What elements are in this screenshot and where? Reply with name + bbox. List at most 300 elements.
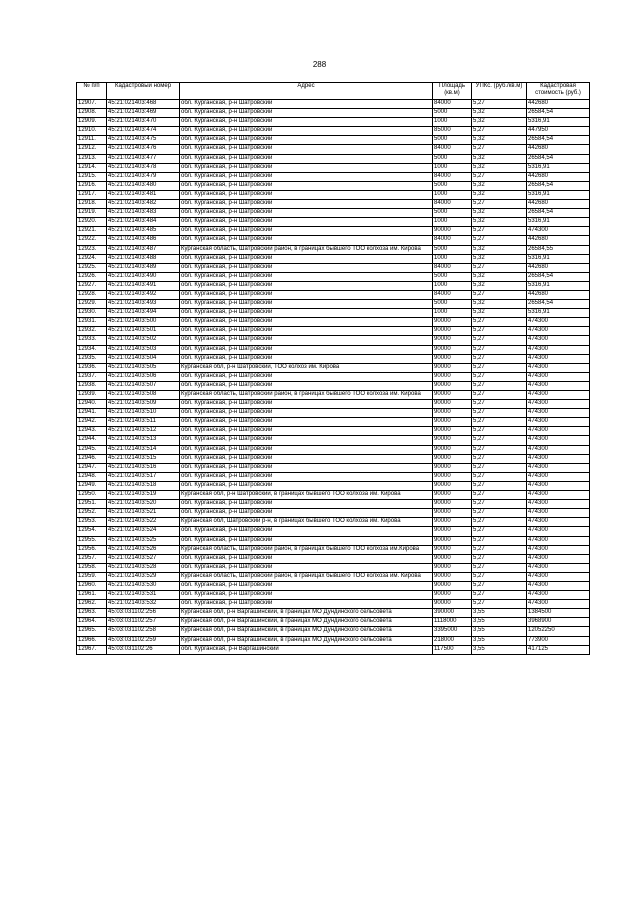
- table-row: [77, 236, 590, 245]
- address-cell: Курганская область, Шатровский район, в границах бывшего ТОО колхоза им. Кирова: [180, 245, 433, 254]
- row-number-cell: 12948.: [77, 472, 107, 481]
- address-cell: обл. Курганская, р-н Шатровский: [180, 500, 433, 509]
- area-cell: 90000: [433, 227, 472, 236]
- address-cell: обл. Курганская, р-н Шатровский: [180, 209, 433, 218]
- row-number-cell: 12941.: [77, 409, 107, 418]
- row-number-cell: 12937.: [77, 372, 107, 381]
- cadastral-number-cell: 45:21:021403:470: [107, 118, 180, 127]
- upks-cell: 5,27: [472, 200, 527, 209]
- cadastral-number-cell: 45:21:021403:481: [107, 190, 180, 199]
- address-cell: обл. Курганская, р-н Шатровский: [180, 145, 433, 154]
- table-row: [77, 345, 590, 354]
- cadastral-value-cell: 474300: [527, 509, 590, 518]
- row-number-cell: 12921.: [77, 227, 107, 236]
- address-cell: Курганская область, Шатровский район, в границах бывшего ТОО колхоза им. Кирова: [180, 572, 433, 581]
- cadastral-number-cell: 45:21:021403:511: [107, 418, 180, 427]
- cadastral-value-cell: 474300: [527, 463, 590, 472]
- area-cell: 90000: [433, 600, 472, 609]
- upks-cell: 5,27: [472, 400, 527, 409]
- address-cell: обл. Курганская, р-н Шатровский: [180, 236, 433, 245]
- cadastral-number-cell: 45:21:021403:485: [107, 227, 180, 236]
- area-cell: 90000: [433, 418, 472, 427]
- table-row: [77, 200, 590, 209]
- upks-cell: 5,27: [472, 172, 527, 181]
- table-row: [77, 636, 590, 645]
- address-cell: обл. Курганская, р-н Шатровский: [180, 318, 433, 327]
- cadastral-value-cell: 442680: [527, 236, 590, 245]
- area-cell: 90000: [433, 354, 472, 363]
- table-row: [77, 109, 590, 118]
- address-cell: обл. Курганская, р-н Шатровский: [180, 354, 433, 363]
- area-cell: 1118000: [433, 618, 472, 627]
- area-cell: 90000: [433, 500, 472, 509]
- table-row: [77, 145, 590, 154]
- table-row: [77, 618, 590, 627]
- cadastral-value-cell: 5316,91: [527, 309, 590, 318]
- cadastral-value-cell: 474300: [527, 318, 590, 327]
- table-row: [77, 472, 590, 481]
- area-cell: 90000: [433, 318, 472, 327]
- table-row: [77, 609, 590, 618]
- table-header-row: [77, 83, 590, 100]
- address-cell: обл. Курганская, р-н Шатровский: [180, 472, 433, 481]
- table-row: [77, 627, 590, 636]
- cadastral-number-cell: 45:03:031102:26: [107, 645, 180, 654]
- row-number-cell: 12960.: [77, 581, 107, 590]
- upks-cell: 5,27: [472, 427, 527, 436]
- upks-cell: 5,32: [472, 309, 527, 318]
- cadastral-value-cell: 474300: [527, 345, 590, 354]
- address-cell: обл. Курганская, р-н Шатровский: [180, 372, 433, 381]
- upks-cell: 5,32: [472, 136, 527, 145]
- row-number-cell: 12962.: [77, 600, 107, 609]
- upks-cell: 5,27: [472, 436, 527, 445]
- upks-cell: 5,32: [472, 181, 527, 190]
- row-number-cell: 12933.: [77, 336, 107, 345]
- row-number-cell: 12927.: [77, 281, 107, 290]
- upks-cell: 5,27: [472, 318, 527, 327]
- cadastral-value-cell: 5316,91: [527, 254, 590, 263]
- row-number-cell: 12943.: [77, 427, 107, 436]
- cadastral-value-cell: 3968900: [527, 618, 590, 627]
- upks-cell: 5,27: [472, 145, 527, 154]
- cadastral-number-cell: 45:21:021403:526: [107, 545, 180, 554]
- address-cell: обл. Курганская, р-н Шатровский: [180, 181, 433, 190]
- cadastral-value-cell: 773900: [527, 636, 590, 645]
- cadastral-value-cell: 474300: [527, 227, 590, 236]
- cadastral-number-cell: 45:21:021403:515: [107, 454, 180, 463]
- cadastral-number-cell: 45:21:021403:525: [107, 536, 180, 545]
- cadastral-value-cell: 26584,54: [527, 300, 590, 309]
- area-cell: 1000: [433, 190, 472, 199]
- table-row: [77, 381, 590, 390]
- area-cell: 5000: [433, 136, 472, 145]
- upks-cell: 5,27: [472, 554, 527, 563]
- row-number-cell: 12956.: [77, 545, 107, 554]
- address-cell: обл. Курганская, р-н Шатровский: [180, 509, 433, 518]
- table-row: [77, 127, 590, 136]
- area-cell: 90000: [433, 509, 472, 518]
- cadastral-number-cell: 45:21:021403:516: [107, 463, 180, 472]
- address-cell: обл. Курганская, р-н Шатровский: [180, 109, 433, 118]
- table-row: [77, 218, 590, 227]
- cadastral-number-cell: 45:21:021403:477: [107, 154, 180, 163]
- cadastral-value-cell: 474300: [527, 354, 590, 363]
- row-number-cell: 12925.: [77, 263, 107, 272]
- address-cell: обл. Курганская, р-н Шатровский: [180, 554, 433, 563]
- address-cell: обл. Курганская, р-н Варгашинский: [180, 645, 433, 654]
- cadastral-value-cell: 474300: [527, 409, 590, 418]
- area-cell: 90000: [433, 336, 472, 345]
- table-row: [77, 354, 590, 363]
- address-cell: обл. Курганская, р-н Шатровский: [180, 536, 433, 545]
- cadastral-value-cell: 474300: [527, 600, 590, 609]
- cadastral-value-cell: 5316,91: [527, 118, 590, 127]
- area-cell: 5000: [433, 154, 472, 163]
- row-number-cell: 12926.: [77, 272, 107, 281]
- address-cell: обл. Курганская, р-н Шатровский: [180, 481, 433, 490]
- cadastral-value-cell: 5316,91: [527, 281, 590, 290]
- upks-cell: 5,32: [472, 245, 527, 254]
- area-cell: 90000: [433, 391, 472, 400]
- address-cell: обл. Курганская, р-н Шатровский: [180, 345, 433, 354]
- area-cell: 1000: [433, 218, 472, 227]
- upks-cell: 5,27: [472, 391, 527, 400]
- table-row: [77, 409, 590, 418]
- cadastral-number-cell: 45:21:021403:504: [107, 354, 180, 363]
- table-row: [77, 391, 590, 400]
- upks-cell: 5,32: [472, 272, 527, 281]
- cadastral-value-cell: 474300: [527, 391, 590, 400]
- row-number-cell: 12913.: [77, 154, 107, 163]
- cadastral-value-cell: 442680: [527, 200, 590, 209]
- row-number-cell: 12940.: [77, 400, 107, 409]
- table-row: [77, 418, 590, 427]
- upks-cell: 5,27: [472, 472, 527, 481]
- upks-cell: 5,27: [472, 572, 527, 581]
- address-cell: обл. Курганская, р-н Шатровский: [180, 400, 433, 409]
- address-cell: обл. Курганская, р-н Шатровский: [180, 463, 433, 472]
- address-cell: обл. Курганская, р-н Шатровский: [180, 172, 433, 181]
- table-row: [77, 118, 590, 127]
- cadastral-value-cell: 474300: [527, 554, 590, 563]
- upks-cell: 5,32: [472, 281, 527, 290]
- table-row: [77, 491, 590, 500]
- table-row: [77, 100, 590, 109]
- table-row: [77, 509, 590, 518]
- row-number-cell: 12946.: [77, 454, 107, 463]
- area-cell: 90000: [433, 591, 472, 600]
- table-row: [77, 554, 590, 563]
- cadastral-number-cell: 45:21:021403:502: [107, 336, 180, 345]
- row-number-cell: 12920.: [77, 218, 107, 227]
- table-row: [77, 227, 590, 236]
- cadastral-value-cell: 447950: [527, 127, 590, 136]
- upks-cell: 5,27: [472, 409, 527, 418]
- upks-cell: 5,32: [472, 163, 527, 172]
- area-cell: 90000: [433, 345, 472, 354]
- cadastral-value-cell: 474300: [527, 572, 590, 581]
- table-row: [77, 545, 590, 554]
- table-row: [77, 572, 590, 581]
- cadastral-number-cell: 45:21:021403:501: [107, 327, 180, 336]
- address-cell: обл. Курганская, р-н Шатровский: [180, 427, 433, 436]
- upks-cell: 5,27: [472, 454, 527, 463]
- address-cell: обл. Курганская, р-н Шатровский: [180, 445, 433, 454]
- cadastral-value-cell: 26584,54: [527, 209, 590, 218]
- area-cell: 90000: [433, 581, 472, 590]
- cadastral-number-cell: 45:21:021403:503: [107, 345, 180, 354]
- address-cell: Курганская обл, р-н Варгашинский, в границах МО Дундинского сельсовета: [180, 609, 433, 618]
- upks-cell: 5,27: [472, 591, 527, 600]
- area-cell: 90000: [433, 445, 472, 454]
- address-cell: обл. Курганская, р-н Шатровский: [180, 563, 433, 572]
- area-cell: 90000: [433, 327, 472, 336]
- table-row: [77, 263, 590, 272]
- upks-cell: 3,55: [472, 609, 527, 618]
- row-number-cell: 12959.: [77, 572, 107, 581]
- table-row: [77, 309, 590, 318]
- row-number-cell: 12949.: [77, 481, 107, 490]
- row-number-cell: 12918.: [77, 200, 107, 209]
- table-row: [77, 400, 590, 409]
- address-cell: обл. Курганская, р-н Шатровский: [180, 381, 433, 390]
- table-row: [77, 481, 590, 490]
- address-cell: обл. Курганская, р-н Шатровский: [180, 300, 433, 309]
- cadastral-value-cell: 5316,91: [527, 218, 590, 227]
- upks-cell: 5,27: [472, 491, 527, 500]
- row-number-cell: 12938.: [77, 381, 107, 390]
- row-number-cell: 12957.: [77, 554, 107, 563]
- row-number-cell: 12907.: [77, 100, 107, 109]
- row-number-cell: 12910.: [77, 127, 107, 136]
- cadastral-value-cell: 474300: [527, 418, 590, 427]
- table-row: [77, 254, 590, 263]
- area-cell: 90000: [433, 563, 472, 572]
- upks-cell: 5,32: [472, 109, 527, 118]
- address-cell: обл. Курганская, р-н Шатровский: [180, 254, 433, 263]
- cadastral-number-cell: 45:21:021403:476: [107, 145, 180, 154]
- cadastral-value-cell: 474300: [527, 336, 590, 345]
- header-cadastral-value: Кадастровая стоимость (руб.): [527, 83, 590, 100]
- row-number-cell: 12922.: [77, 236, 107, 245]
- row-number-cell: 12955.: [77, 536, 107, 545]
- upks-cell: 5,27: [472, 518, 527, 527]
- upks-cell: 5,27: [472, 100, 527, 109]
- area-cell: 90000: [433, 472, 472, 481]
- upks-cell: 5,32: [472, 300, 527, 309]
- row-number-cell: 12951.: [77, 500, 107, 509]
- row-number-cell: 12963.: [77, 609, 107, 618]
- cadastral-value-cell: 26584,54: [527, 272, 590, 281]
- table-row: [77, 336, 590, 345]
- area-cell: 90000: [433, 454, 472, 463]
- table-row: [77, 172, 590, 181]
- address-cell: Курганская обл, р-н Варгашинский, в границах МО Дундинского сельсовета: [180, 618, 433, 627]
- address-cell: обл. Курганская, р-н Шатровский: [180, 118, 433, 127]
- upks-cell: 5,27: [472, 536, 527, 545]
- area-cell: 1000: [433, 118, 472, 127]
- cadastral-value-cell: 442680: [527, 100, 590, 109]
- upks-cell: 5,32: [472, 209, 527, 218]
- cadastral-number-cell: 45:21:021403:480: [107, 181, 180, 190]
- row-number-cell: 12919.: [77, 209, 107, 218]
- upks-cell: 3,55: [472, 645, 527, 654]
- cadastral-value-cell: 417125: [527, 645, 590, 654]
- table-row: [77, 463, 590, 472]
- cadastral-value-cell: 442680: [527, 145, 590, 154]
- address-cell: Курганская обл, р-н Шатровский, в границах бывшего ТОО колхоза им. Кирова: [180, 491, 433, 500]
- row-number-cell: 12964.: [77, 618, 107, 627]
- cadastral-number-cell: 45:21:021403:468: [107, 100, 180, 109]
- table-row: [77, 163, 590, 172]
- cadastral-value-cell: 474300: [527, 481, 590, 490]
- row-number-cell: 12931.: [77, 318, 107, 327]
- cadastral-number-cell: 45:21:021403:491: [107, 281, 180, 290]
- upks-cell: 5,27: [472, 418, 527, 427]
- upks-cell: 5,27: [472, 336, 527, 345]
- row-number-cell: 12950.: [77, 491, 107, 500]
- area-cell: 90000: [433, 409, 472, 418]
- cadastral-value-cell: 5316,91: [527, 190, 590, 199]
- cadastral-number-cell: 45:21:021403:512: [107, 427, 180, 436]
- table-row: [77, 290, 590, 299]
- upks-cell: 5,27: [472, 236, 527, 245]
- table-row: [77, 181, 590, 190]
- row-number-cell: 12912.: [77, 145, 107, 154]
- header-upks: УПКс. (руб./кв.м): [472, 83, 527, 100]
- address-cell: обл. Курганская, р-н Шатровский: [180, 127, 433, 136]
- cadastral-number-cell: 45:21:021403:486: [107, 236, 180, 245]
- cadastral-value-cell: 442680: [527, 172, 590, 181]
- cadastral-number-cell: 45:21:021403:520: [107, 500, 180, 509]
- cadastral-number-cell: 45:21:021403:510: [107, 409, 180, 418]
- table-row: [77, 281, 590, 290]
- address-cell: обл. Курганская, р-н Шатровский: [180, 454, 433, 463]
- upks-cell: 5,27: [472, 463, 527, 472]
- address-cell: обл. Курганская, р-н Шатровский: [180, 600, 433, 609]
- table-row: [77, 600, 590, 609]
- area-cell: 218000: [433, 636, 472, 645]
- address-cell: обл. Курганская, р-н Шатровский: [180, 290, 433, 299]
- cadastral-value-cell: 474300: [527, 527, 590, 536]
- cadastral-number-cell: 45:21:021403:493: [107, 300, 180, 309]
- row-number-cell: 12928.: [77, 290, 107, 299]
- area-cell: 5000: [433, 209, 472, 218]
- address-cell: обл. Курганская, р-н Шатровский: [180, 272, 433, 281]
- area-cell: 90000: [433, 536, 472, 545]
- upks-cell: 5,27: [472, 545, 527, 554]
- address-cell: обл. Курганская, р-н Шатровский: [180, 136, 433, 145]
- upks-cell: 5,27: [472, 290, 527, 299]
- table-row: [77, 190, 590, 199]
- cadastral-value-cell: 474300: [527, 518, 590, 527]
- address-cell: обл. Курганская, р-н Шатровский: [180, 436, 433, 445]
- area-cell: 84000: [433, 100, 472, 109]
- area-cell: 90000: [433, 372, 472, 381]
- address-cell: обл. Курганская, р-н Шатровский: [180, 218, 433, 227]
- cadastral-number-cell: 45:21:021403:521: [107, 509, 180, 518]
- cadastral-number-cell: 45:21:021403:483: [107, 209, 180, 218]
- address-cell: Курганская область, Шатровский район, в границах бывшего ТОО колхоза им.Кирова: [180, 545, 433, 554]
- upks-cell: 5,27: [472, 500, 527, 509]
- row-number-cell: 12916.: [77, 181, 107, 190]
- area-cell: 90000: [433, 427, 472, 436]
- table-row: [77, 645, 590, 654]
- upks-cell: 5,32: [472, 118, 527, 127]
- area-cell: 5000: [433, 300, 472, 309]
- cadastral-number-cell: 45:21:021403:492: [107, 290, 180, 299]
- upks-cell: 3,55: [472, 627, 527, 636]
- table-row: [77, 445, 590, 454]
- row-number-cell: 12953.: [77, 518, 107, 527]
- address-cell: обл. Курганская, р-н Шатровский: [180, 581, 433, 590]
- cadastral-value-cell: 474300: [527, 400, 590, 409]
- cadastral-number-cell: 45:21:021403:475: [107, 136, 180, 145]
- address-cell: обл. Курганская, р-н Шатровский: [180, 200, 433, 209]
- cadastral-value-cell: 442680: [527, 290, 590, 299]
- area-cell: 90000: [433, 545, 472, 554]
- address-cell: обл. Курганская, р-н Шатровский: [180, 309, 433, 318]
- area-cell: 1000: [433, 163, 472, 172]
- cadastral-value-cell: 26584,54: [527, 154, 590, 163]
- row-number-cell: 12908.: [77, 109, 107, 118]
- upks-cell: 5,27: [472, 345, 527, 354]
- cadastral-value-cell: 5316,91: [527, 163, 590, 172]
- cadastral-number-cell: 45:03:031102:259: [107, 636, 180, 645]
- area-cell: 84000: [433, 236, 472, 245]
- address-cell: обл. Курганская, р-н Шатровский: [180, 281, 433, 290]
- table-row: [77, 372, 590, 381]
- area-cell: 90000: [433, 527, 472, 536]
- address-cell: обл. Курганская, р-н Шатровский: [180, 327, 433, 336]
- row-number-cell: 12958.: [77, 563, 107, 572]
- upks-cell: 5,27: [472, 581, 527, 590]
- upks-cell: 3,55: [472, 636, 527, 645]
- upks-cell: 5,27: [472, 381, 527, 390]
- area-cell: 390000: [433, 609, 472, 618]
- upks-cell: 5,27: [472, 354, 527, 363]
- upks-cell: 5,32: [472, 154, 527, 163]
- upks-cell: 5,27: [472, 563, 527, 572]
- table-row: [77, 300, 590, 309]
- cadastral-number-cell: 45:21:021403:478: [107, 163, 180, 172]
- table-row: [77, 318, 590, 327]
- cadastral-value-cell: 474300: [527, 581, 590, 590]
- area-cell: 84000: [433, 263, 472, 272]
- cadastral-value-cell: 12052250: [527, 627, 590, 636]
- row-number-cell: 12967.: [77, 645, 107, 654]
- address-cell: обл. Курганская, р-н Шатровский: [180, 163, 433, 172]
- cadastral-value-cell: 474300: [527, 454, 590, 463]
- cadastral-number-cell: 45:21:021403:488: [107, 254, 180, 263]
- row-number-cell: 12966.: [77, 636, 107, 645]
- upks-cell: 5,32: [472, 218, 527, 227]
- row-number-cell: 12961.: [77, 591, 107, 600]
- cadastral-number-cell: 45:21:021403:529: [107, 572, 180, 581]
- area-cell: 90000: [433, 572, 472, 581]
- row-number-cell: 12909.: [77, 118, 107, 127]
- cadastral-number-cell: 45:21:021403:531: [107, 591, 180, 600]
- area-cell: 90000: [433, 491, 472, 500]
- page-number: 288: [312, 60, 327, 69]
- cadastral-value-cell: 474300: [527, 381, 590, 390]
- cadastral-value-cell: 26584,55: [527, 245, 590, 254]
- cadastral-number-cell: 45:21:021403:487: [107, 245, 180, 254]
- area-cell: 5000: [433, 272, 472, 281]
- cadastral-number-cell: 45:21:021403:474: [107, 127, 180, 136]
- cadastral-number-cell: 45:21:021403:524: [107, 527, 180, 536]
